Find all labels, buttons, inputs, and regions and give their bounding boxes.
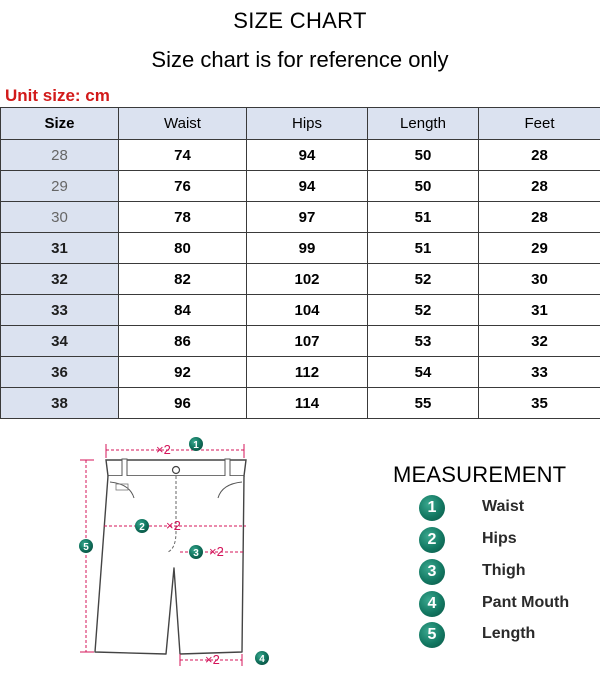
badge-5-number: 5: [83, 542, 89, 553]
pants-diagram-svg: [70, 432, 280, 672]
waist-multiplier: ×2: [156, 442, 171, 457]
table-cell: 51: [368, 233, 479, 264]
table-cell: 52: [368, 295, 479, 326]
shorts-outline: [95, 476, 244, 654]
table-cell: 112: [247, 357, 368, 388]
table-cell: 53: [368, 326, 479, 357]
belt-loop: [122, 459, 127, 478]
table-row: [1, 171, 600, 202]
thigh-multiplier: ×2: [209, 544, 224, 559]
legend-label: Pant Mouth: [482, 594, 570, 611]
table-cell: 84: [119, 295, 247, 326]
legend-item-length: [419, 622, 599, 652]
table-cell: 92: [119, 357, 247, 388]
badge-3-number: 3: [193, 548, 199, 559]
table-cell: 50: [368, 140, 479, 171]
table-row: [1, 202, 600, 233]
table-row: [1, 388, 600, 419]
badge-2-number: 2: [139, 522, 145, 533]
table-cell: 52: [368, 264, 479, 295]
mouth-multiplier: ×2: [205, 652, 220, 667]
number-badge: 4: [419, 591, 445, 617]
legend-item-waist: [419, 495, 599, 525]
number-badge: 5: [419, 622, 445, 648]
legend-label: Thigh: [482, 562, 526, 579]
legend-item-thigh: [419, 559, 599, 589]
page-title: SIZE CHART: [233, 8, 367, 33]
size-cell: 33: [1, 295, 119, 326]
legend-label: Length: [482, 625, 536, 642]
table-cell: 33: [479, 357, 600, 388]
size-cell: 36: [1, 357, 119, 388]
table-cell: 94: [247, 140, 368, 171]
table-row: [1, 233, 600, 264]
table-cell: 55: [368, 388, 479, 419]
legend-label: Waist: [482, 498, 525, 515]
size-cell: 29: [1, 171, 119, 202]
table-cell: 107: [247, 326, 368, 357]
table-cell: 96: [119, 388, 247, 419]
badge-4-number: 4: [259, 654, 265, 665]
unit-label: Unit size: cm: [5, 86, 110, 105]
column-header-hips: Hips: [247, 108, 368, 140]
measurement-title: MEASUREMENT: [393, 462, 567, 487]
table-cell: 28: [479, 171, 600, 202]
badge-1-number: 1: [193, 440, 199, 451]
number-badge: 3: [419, 559, 445, 585]
pants-diagram: [70, 432, 280, 672]
table-cell: 31: [479, 295, 600, 326]
table-row: [1, 264, 600, 295]
page-subtitle: Size chart is for reference only: [151, 47, 449, 72]
table-cell: 86: [119, 326, 247, 357]
table-cell: 28: [479, 202, 600, 233]
legend-item-pant-mouth: [419, 591, 599, 621]
table-cell: 51: [368, 202, 479, 233]
table-cell: 54: [368, 357, 479, 388]
size-table: [0, 107, 600, 419]
table-cell: 35: [479, 388, 600, 419]
table-cell: 97: [247, 202, 368, 233]
table-row: [1, 140, 600, 171]
table-cell: 76: [119, 171, 247, 202]
table-cell: 80: [119, 233, 247, 264]
table-cell: 50: [368, 171, 479, 202]
table-cell: 28: [479, 140, 600, 171]
size-cell: 34: [1, 326, 119, 357]
table-cell: 104: [247, 295, 368, 326]
column-header-length: Length: [368, 108, 479, 140]
table-cell: 78: [119, 202, 247, 233]
table-cell: 82: [119, 264, 247, 295]
table-cell: 99: [247, 233, 368, 264]
belt-loop: [225, 459, 230, 478]
table-header-row: [1, 108, 600, 140]
size-cell: 30: [1, 202, 119, 233]
size-cell: 31: [1, 233, 119, 264]
table-row: [1, 357, 600, 388]
table-cell: 29: [479, 233, 600, 264]
size-cell: 32: [1, 264, 119, 295]
table-cell: 30: [479, 264, 600, 295]
size-cell: 38: [1, 388, 119, 419]
column-header-feet: Feet: [479, 108, 600, 140]
size-cell: 28: [1, 140, 119, 171]
legend-label: Hips: [482, 530, 517, 547]
table-cell: 102: [247, 264, 368, 295]
number-badge: 2: [419, 527, 445, 553]
table-row: [1, 295, 600, 326]
table-cell: 32: [479, 326, 600, 357]
column-header-size: Size: [1, 108, 119, 140]
number-badge: 1: [419, 495, 445, 521]
table-row: [1, 326, 600, 357]
button-icon: [173, 467, 180, 474]
table-cell: 94: [247, 171, 368, 202]
table-cell: 114: [247, 388, 368, 419]
column-header-waist: Waist: [119, 108, 247, 140]
table-cell: 74: [119, 140, 247, 171]
legend-item-hips: [419, 527, 599, 557]
hips-multiplier: ×2: [166, 518, 181, 533]
